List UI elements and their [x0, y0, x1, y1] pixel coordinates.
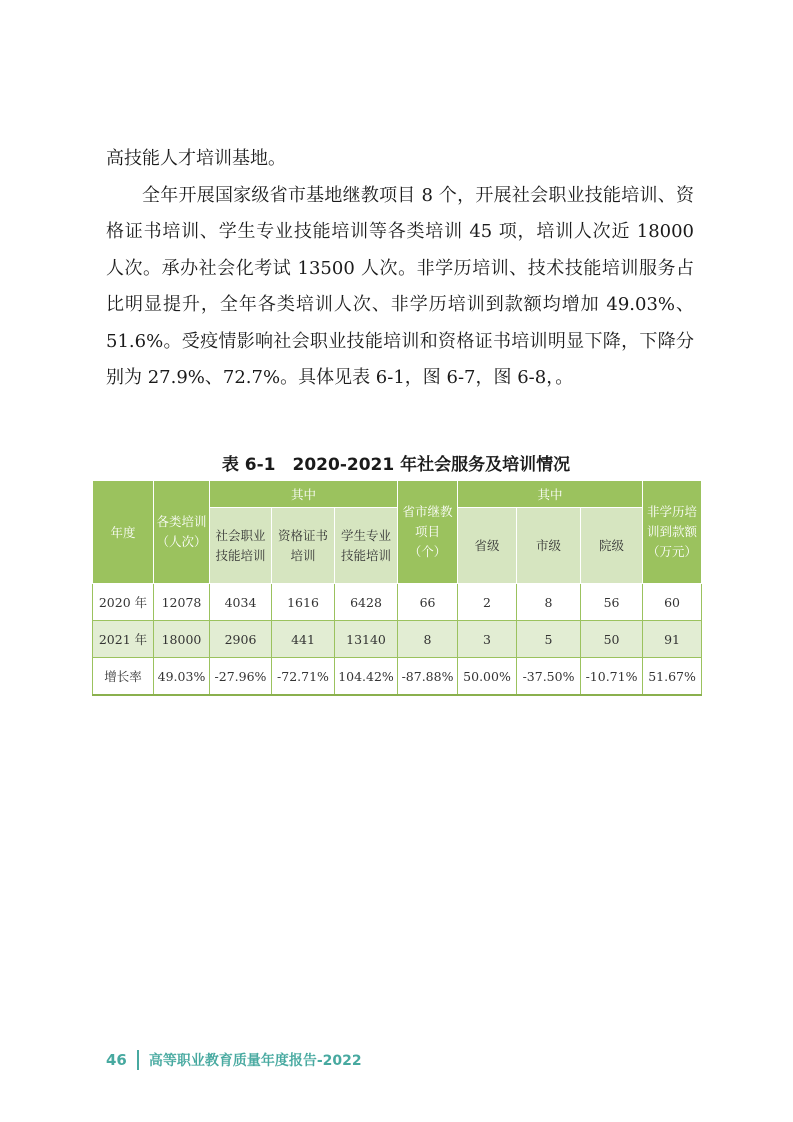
page-footer [106, 1049, 362, 1071]
cell: -10.71% [581, 658, 643, 696]
cell: -87.88% [398, 658, 458, 696]
cell: -37.50% [517, 658, 581, 696]
page-number: 46 [106, 1051, 127, 1069]
header-student-skill: 学生专业技能培训 [335, 508, 398, 584]
cell: 49.03% [154, 658, 210, 696]
header-of-which-2: 其中 [458, 481, 643, 508]
header-of-which-1: 其中 [210, 481, 398, 508]
header-college: 院级 [581, 508, 643, 584]
table-row [93, 584, 702, 621]
cell: 13140 [335, 621, 398, 658]
cell: 4034 [210, 584, 272, 621]
cell: 56 [581, 584, 643, 621]
cell: 5 [517, 621, 581, 658]
header-certificate: 资格证书培训 [272, 508, 335, 584]
cell: -27.96% [210, 658, 272, 696]
cell: 51.67% [643, 658, 702, 696]
training-table [92, 480, 702, 696]
header-non-degree-funds: 非学历培训到款额（万元） [643, 481, 702, 584]
cell: 60 [643, 584, 702, 621]
header-total-training: 各类培训（人次） [154, 481, 210, 584]
body-text [106, 141, 694, 397]
footer-title: 高等职业教育质量年度报告-2022 [148, 1053, 362, 1069]
table-row [93, 621, 702, 658]
table-title: 表 6-1 2020-2021 年社会服务及培训情况 [221, 455, 571, 475]
cell-year: 增长率 [93, 658, 154, 696]
cell: 1616 [272, 584, 335, 621]
cell: 50 [581, 621, 643, 658]
cell: 6428 [335, 584, 398, 621]
cell: 2 [458, 584, 517, 621]
header-provincial: 省级 [458, 508, 517, 584]
cell: 441 [272, 621, 335, 658]
cell: 2906 [210, 621, 272, 658]
table-row [93, 658, 702, 696]
cell: 8 [398, 621, 458, 658]
cell: 18000 [154, 621, 210, 658]
cell: 50.00% [458, 658, 517, 696]
cell: 91 [643, 621, 702, 658]
cell: -72.71% [272, 658, 335, 696]
header-continuing-edu: 省市继教项目（个） [398, 481, 458, 584]
cell: 66 [398, 584, 458, 621]
header-year: 年度 [93, 481, 154, 584]
cell: 8 [517, 584, 581, 621]
cell-year: 2021 年 [93, 621, 154, 658]
paragraph-2: 全年开展国家级省市基地继教项目 8 个，开展社会职业技能培训、资格证书培训、学生专业技能培训等各类培训 45 项，培训人次近 18000 人次。承办社会化考试 13500 人次。非学历培训、技术技能培训服务占比明显提升，全年各类培训人次、非学历培训到款额均增加 49.03%、51.6%。受疫情影响社会职业技能培训和资格证书培训明显下降，下降分别为 27.9%、72.7%。具体见表 6-1，图 6-7，图 6-8，。 [106, 184, 694, 388]
paragraph-1: 高技能人才培训基地。 [106, 148, 286, 169]
cell: 3 [458, 621, 517, 658]
cell: 104.42% [335, 658, 398, 696]
footer-divider [137, 1050, 139, 1070]
header-city: 市级 [517, 508, 581, 584]
cell-year: 2020 年 [93, 584, 154, 621]
cell: 12078 [154, 584, 210, 621]
header-social-skill: 社会职业技能培训 [210, 508, 272, 584]
